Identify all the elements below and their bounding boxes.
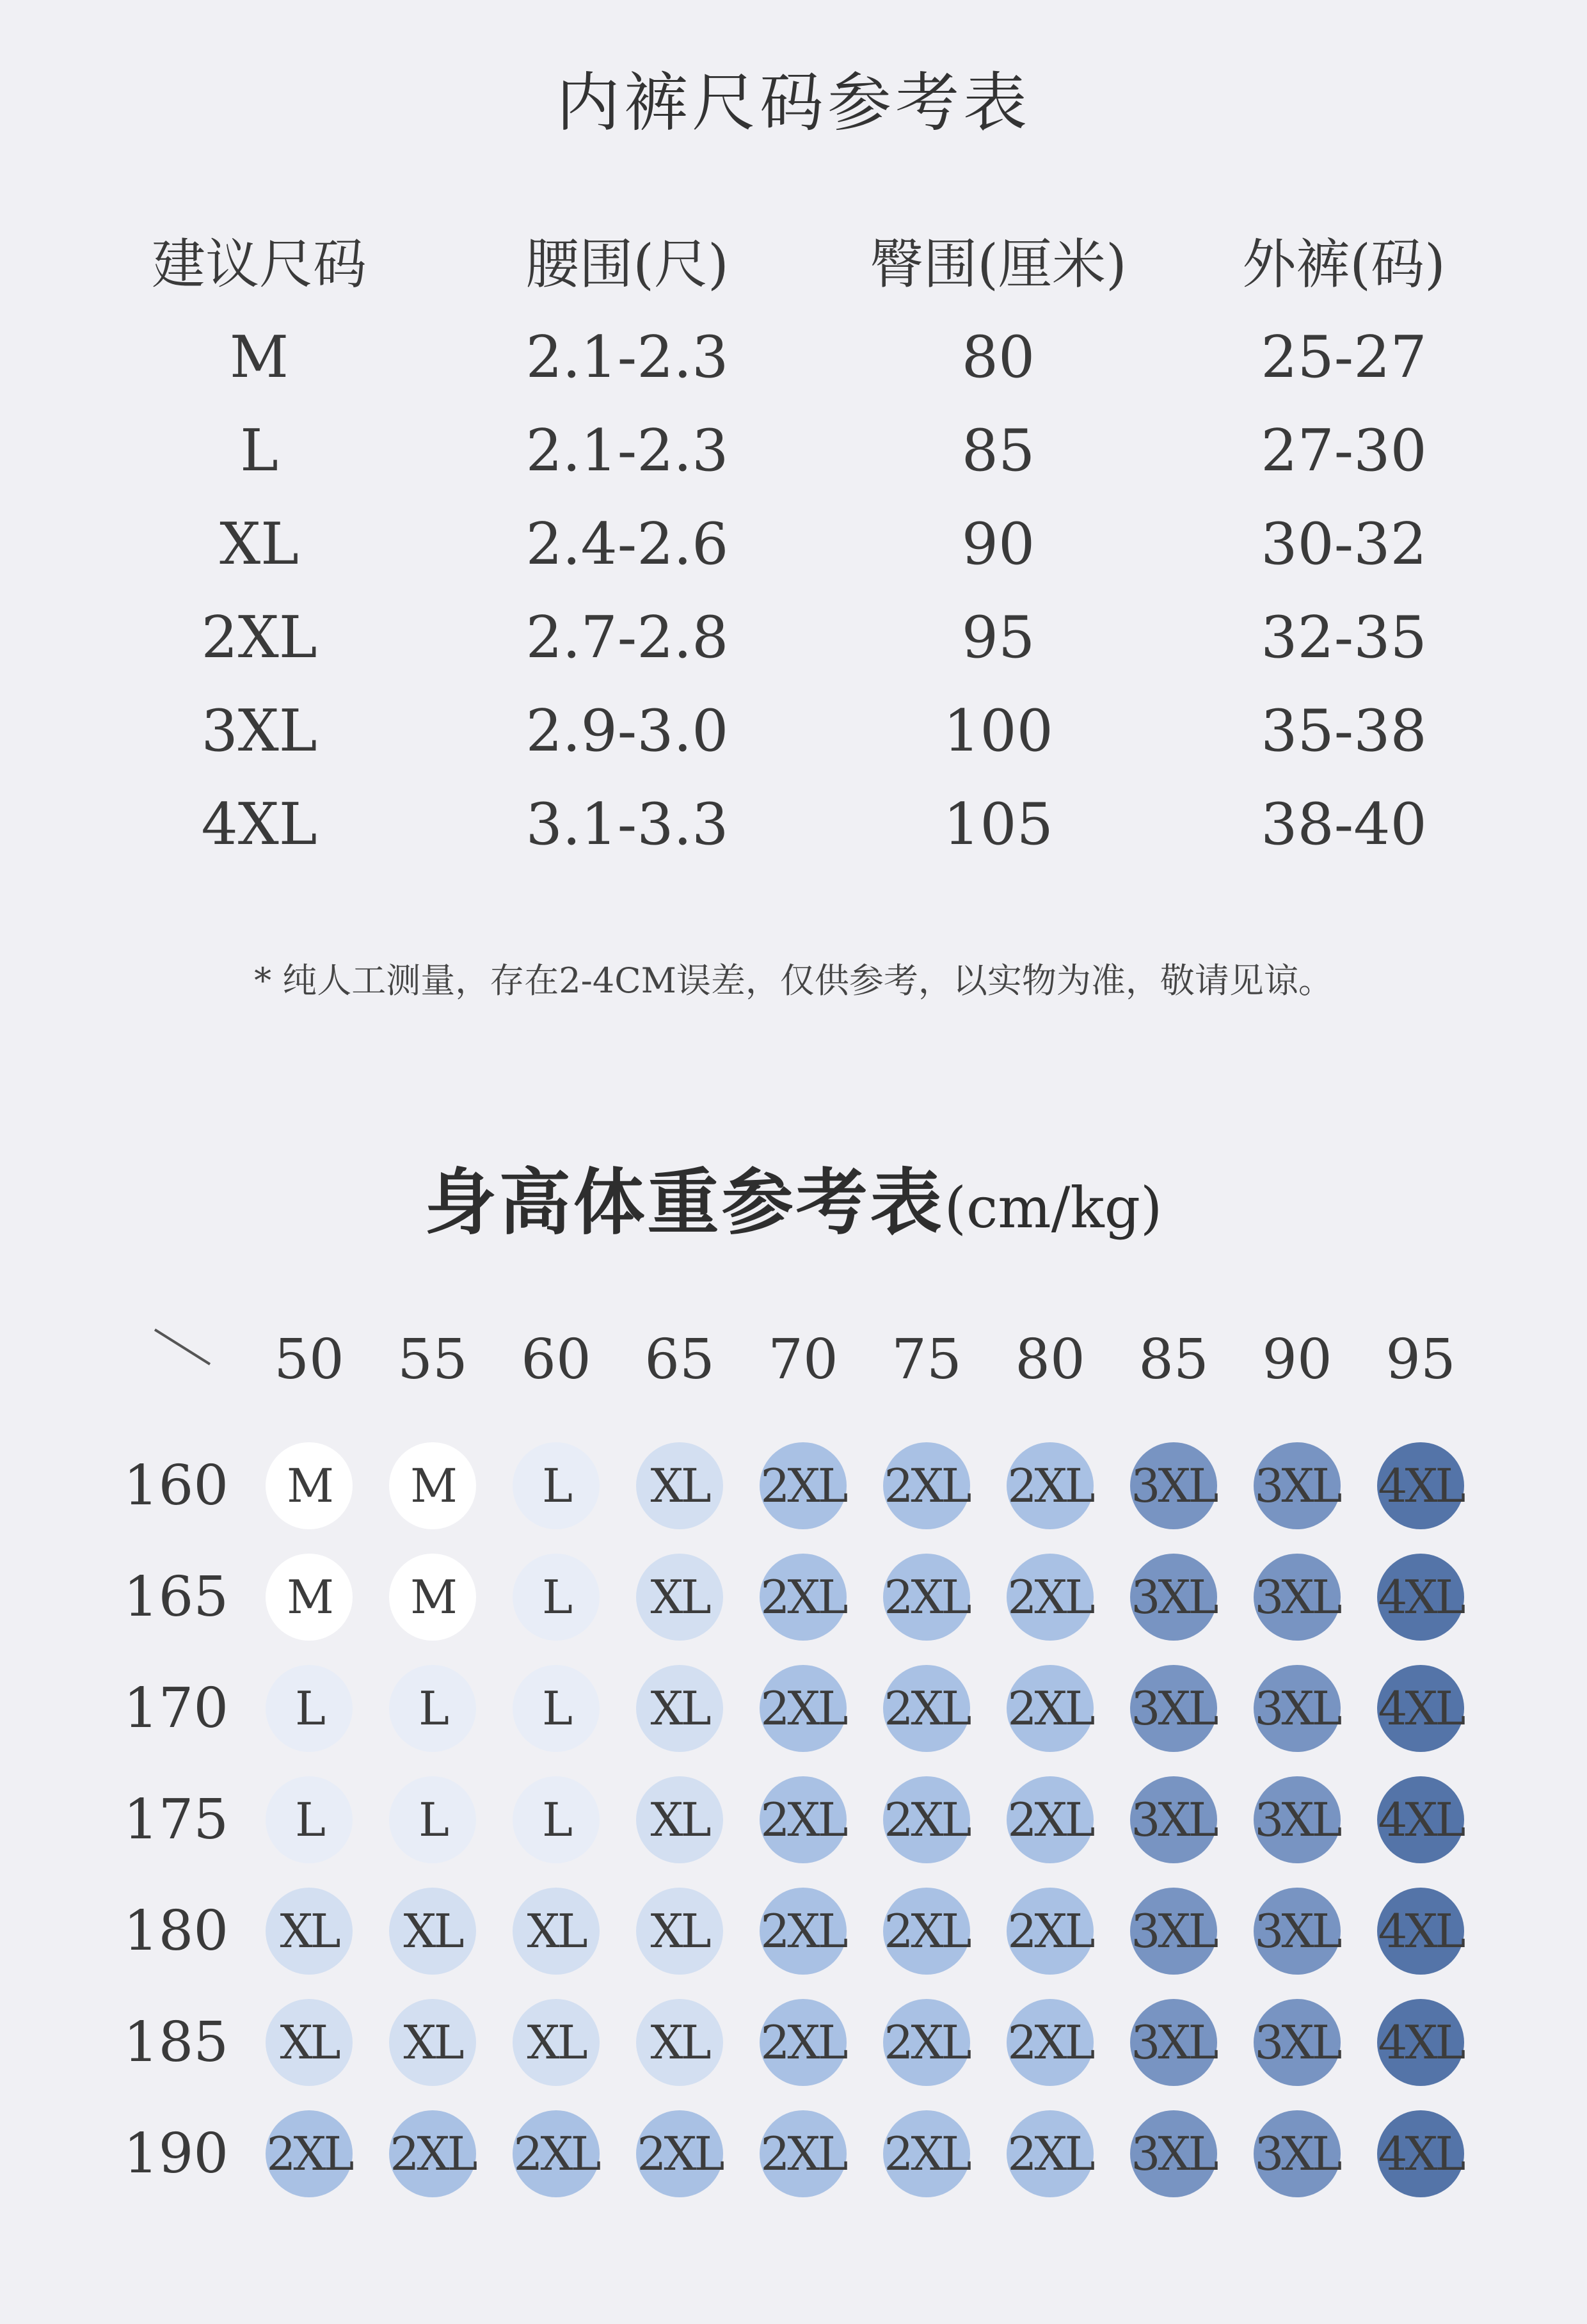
- size-circle: XL: [636, 1554, 723, 1641]
- size-circle: 3XL: [1254, 2110, 1341, 2197]
- size-circle: XL: [636, 1888, 723, 1975]
- header-waist: 腰围(尺): [525, 233, 729, 296]
- size-circle: 2XL: [883, 1776, 970, 1863]
- weight-column-label: 75: [891, 1328, 962, 1392]
- size-circle: 2XL: [883, 1888, 970, 1975]
- size-circle: 3XL: [1254, 1554, 1341, 1641]
- size-circle: XL: [266, 1999, 353, 2086]
- pants-cell: 35-38: [1261, 697, 1427, 765]
- size-circle: M: [266, 1442, 353, 1529]
- waist-cell: 3.1-3.3: [525, 791, 729, 858]
- size-circle: M: [389, 1442, 476, 1529]
- size-circle: 2XL: [1007, 1554, 1094, 1641]
- hip-cell: 100: [943, 697, 1053, 765]
- size-circle: XL: [636, 1999, 723, 2086]
- size-circle: 2XL: [266, 2110, 353, 2197]
- size-circle: 3XL: [1130, 1665, 1217, 1752]
- weight-column-label: 90: [1262, 1328, 1332, 1392]
- size-circle: 2XL: [513, 2110, 600, 2197]
- height-row-label: 165: [123, 1565, 229, 1629]
- height-row-label: 175: [123, 1788, 229, 1852]
- size-cell: 4XL: [201, 791, 317, 858]
- size-circle: 2XL: [760, 1888, 847, 1975]
- size-circle: XL: [636, 1665, 723, 1752]
- size-circle: XL: [513, 1999, 600, 2086]
- size-cell: 2XL: [201, 604, 317, 671]
- size-circle: L: [266, 1665, 353, 1752]
- size-circle: XL: [636, 1442, 723, 1529]
- weight-column-label: 95: [1385, 1328, 1456, 1392]
- pants-cell: 38-40: [1261, 791, 1427, 858]
- size-circle: XL: [266, 1888, 353, 1975]
- size-circle: 2XL: [760, 2110, 847, 2197]
- size-circle: 2XL: [883, 1999, 970, 2086]
- size-circle: L: [389, 1665, 476, 1752]
- size-circle: 3XL: [1254, 1776, 1341, 1863]
- hip-cell: 105: [943, 791, 1053, 858]
- waist-cell: 2.4-2.6: [525, 511, 729, 578]
- table-row: [0, 778, 1587, 872]
- corner-diagonal-icon: [154, 1325, 218, 1369]
- size-circle: 2XL: [1007, 1442, 1094, 1529]
- weight-column-label: 80: [1015, 1328, 1085, 1392]
- size-circle: 4XL: [1377, 1776, 1464, 1863]
- size-circle: 4XL: [1377, 1554, 1464, 1641]
- size-circle: 3XL: [1254, 1665, 1341, 1752]
- pants-cell: 32-35: [1261, 604, 1427, 671]
- size-cell: XL: [219, 511, 299, 578]
- size-circle: L: [513, 1776, 600, 1863]
- size-circle: 4XL: [1377, 1665, 1464, 1752]
- size-circle: 3XL: [1130, 1888, 1217, 1975]
- size-circle: 3XL: [1130, 2110, 1217, 2197]
- header-pants-size: 外裤(码): [1242, 233, 1446, 296]
- size-circle: 3XL: [1254, 1888, 1341, 1975]
- waist-cell: 2.1-2.3: [525, 324, 729, 391]
- pants-cell: 30-32: [1261, 511, 1427, 578]
- size-circle: 4XL: [1377, 1888, 1464, 1975]
- weight-column-label: 85: [1138, 1328, 1209, 1392]
- size-circle: L: [513, 1665, 600, 1752]
- height-weight-title: [0, 1145, 1587, 1248]
- table-header-row: [0, 218, 1587, 311]
- size-circle: 2XL: [883, 1442, 970, 1529]
- size-circle: 2XL: [1007, 2110, 1094, 2197]
- weight-column-label: 65: [644, 1328, 715, 1392]
- size-circle: XL: [513, 1888, 600, 1975]
- underwear-size-table: [0, 218, 1587, 872]
- pants-cell: 25-27: [1261, 324, 1427, 391]
- weight-column-label: 60: [521, 1328, 591, 1392]
- table-row: [0, 311, 1587, 404]
- size-circle: L: [513, 1442, 600, 1529]
- waist-cell: 2.9-3.0: [525, 697, 729, 765]
- size-circle: 2XL: [389, 2110, 476, 2197]
- table-row: [0, 591, 1587, 685]
- waist-cell: 2.7-2.8: [525, 604, 729, 671]
- table-row: [0, 404, 1587, 498]
- size-circle: 2XL: [883, 1554, 970, 1641]
- height-row-label: 185: [123, 2010, 229, 2074]
- hip-cell: 90: [961, 511, 1035, 578]
- hip-cell: 95: [961, 604, 1035, 671]
- size-circle: 2XL: [883, 2110, 970, 2197]
- height-weight-title-main: 身高体重参考表: [424, 1161, 945, 1245]
- height-row-label: 170: [123, 1676, 229, 1740]
- height-row-label: 180: [123, 1899, 229, 1963]
- size-circle: 4XL: [1377, 1442, 1464, 1529]
- size-circle: 2XL: [1007, 1888, 1094, 1975]
- height-weight-title-unit: (cm/kg): [944, 1175, 1163, 1241]
- underwear-size-title: 内裤尺码参考表: [556, 65, 1031, 140]
- size-circle: L: [389, 1776, 476, 1863]
- size-circle: L: [266, 1776, 353, 1863]
- size-circle: 4XL: [1377, 1999, 1464, 2086]
- pants-cell: 27-30: [1261, 417, 1427, 484]
- height-row-label: 190: [123, 2122, 229, 2186]
- size-circle: 2XL: [1007, 1665, 1094, 1752]
- size-circle: 2XL: [760, 1665, 847, 1752]
- size-cell: L: [240, 417, 278, 484]
- size-circle: M: [266, 1554, 353, 1641]
- size-circle: 3XL: [1130, 1554, 1217, 1641]
- size-circle: XL: [389, 1999, 476, 2086]
- size-cell: 3XL: [201, 697, 317, 765]
- size-circle: 2XL: [1007, 1776, 1094, 1863]
- size-cell: M: [229, 324, 289, 391]
- table-row: [0, 498, 1587, 591]
- hip-cell: 85: [961, 417, 1035, 484]
- size-circle: 2XL: [1007, 1999, 1094, 2086]
- size-circle: 2XL: [760, 1554, 847, 1641]
- height-row-label: 160: [123, 1454, 229, 1518]
- weight-column-label: 70: [768, 1328, 838, 1392]
- size-circle: 4XL: [1377, 2110, 1464, 2197]
- header-suggested-size: 建议尺码: [151, 233, 367, 296]
- size-circle: 2XL: [636, 2110, 723, 2197]
- waist-cell: 2.1-2.3: [525, 417, 729, 484]
- size-circle: 2XL: [883, 1665, 970, 1752]
- weight-column-label: 50: [274, 1328, 344, 1392]
- size-circle: XL: [636, 1776, 723, 1863]
- size-circle: 2XL: [760, 1776, 847, 1863]
- size-circle: L: [513, 1554, 600, 1641]
- size-circle: 3XL: [1254, 1999, 1341, 2086]
- weight-column-label: 55: [397, 1328, 468, 1392]
- size-circle: M: [389, 1554, 476, 1641]
- measurement-note: * 纯人工测量，存在2-4CM误差，仅供参考，以实物为准，敬请见谅。: [254, 960, 1333, 1001]
- hip-cell: 80: [961, 324, 1035, 391]
- size-circle: 3XL: [1254, 1442, 1341, 1529]
- size-circle: XL: [389, 1888, 476, 1975]
- size-circle: 2XL: [760, 1442, 847, 1529]
- size-circle: 3XL: [1130, 1999, 1217, 2086]
- header-hip: 臀围(厘米): [870, 233, 1127, 296]
- size-circle: 3XL: [1130, 1776, 1217, 1863]
- size-circle: 2XL: [760, 1999, 847, 2086]
- table-row: [0, 685, 1587, 778]
- size-circle: 3XL: [1130, 1442, 1217, 1529]
